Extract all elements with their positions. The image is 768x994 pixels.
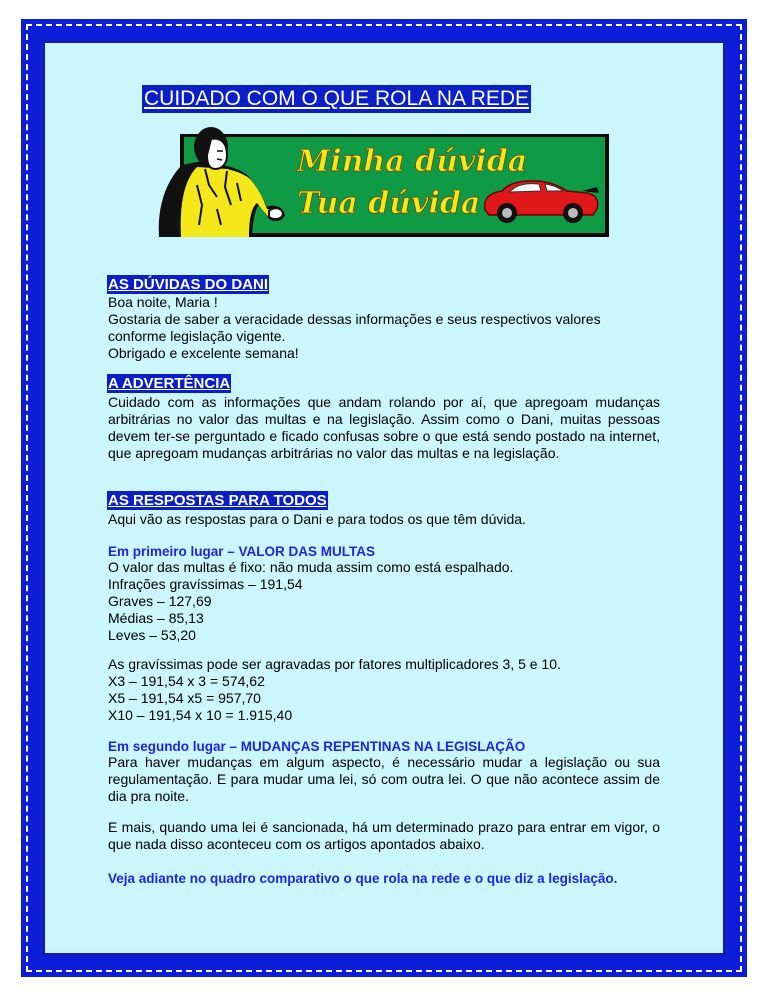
changes-paragraph: Para haver mudanças em algum aspecto, é necessário mudar a legislação ou sua regulamentação. E para mudar uma lei, só com outra lei. O que não acontece assim de dia pra noite. xyxy=(108,754,660,804)
multiplier-line: As gravíssimas pode ser agravadas por fatores multiplicadores 3, 5 e 10. xyxy=(108,656,561,672)
fines-list xyxy=(108,559,660,644)
closing-note: Veja adiante no quadro comparativo o que rola na rede e o que diz a legislação. xyxy=(108,871,618,886)
subheading-mudancas: Em segundo lugar – MUDANÇAS REPENTINAS NA LEGISLAÇÃO xyxy=(108,739,526,754)
warning-paragraph: Cuidado com as informações que andam rolando por aí, que apregoam mudanças arbitrárias no valor das multas e na legislação. Assim como o Dani, muitas pessoas devem ter-se perguntado e ficado confusas sobre o que está sendo postado na internet, que apregoam mudanças arbitrárias no valor das multas e na legislação. xyxy=(108,394,660,461)
banner-line-1: Minha dúvida xyxy=(297,144,528,179)
message-line: Obrigado e excelente semana! xyxy=(108,345,299,361)
law-paragraph: E mais, quando uma lei é sancionada, há um determinado prazo para entrar em vigor, o que nada disso aconteceu com os artigos apontados abaixo. xyxy=(108,819,660,852)
multiplier-line: X3 – 191,54 x 3 = 574,62 xyxy=(108,673,265,689)
fine-line: O valor das multas é fixo: não muda assim como está espalhado. xyxy=(108,559,514,575)
multiplier-line: X10 – 191,54 x 10 = 1.915,40 xyxy=(108,707,293,723)
banner-image xyxy=(157,125,611,240)
message-line: Boa noite, Maria ! xyxy=(108,294,218,310)
section-heading-advertencia: A ADVERTÊNCIA xyxy=(108,375,231,392)
message-line: Gostaria de saber a veracidade dessas informações e seus respectivos valores conforme legislação vigente. xyxy=(108,311,601,344)
fine-line: Graves – 127,69 xyxy=(108,593,212,609)
fine-line: Médias – 85,13 xyxy=(108,610,204,626)
section-heading-respostas: AS RESPOSTAS PARA TODOS xyxy=(108,492,327,509)
section-heading-duvidas: AS DÚVIDAS DO DANI xyxy=(108,276,269,293)
page-title: CUIDADO COM O QUE ROLA NA REDE xyxy=(142,85,531,113)
banner-line-2: Tua dúvida xyxy=(297,186,481,221)
dani-message xyxy=(108,294,660,362)
answers-intro: Aqui vão as respostas para o Dani e para todos os que têm dúvida. xyxy=(108,511,526,527)
multiplier-line: X5 – 191,54 x5 = 957,70 xyxy=(108,690,261,706)
fine-line: Leves – 53,20 xyxy=(108,627,196,643)
multipliers-list xyxy=(108,656,660,724)
subheading-valor-multas: Em primeiro lugar – VALOR DAS MULTAS xyxy=(108,544,376,559)
fine-line: Infrações gravíssimas – 191,54 xyxy=(108,576,303,592)
